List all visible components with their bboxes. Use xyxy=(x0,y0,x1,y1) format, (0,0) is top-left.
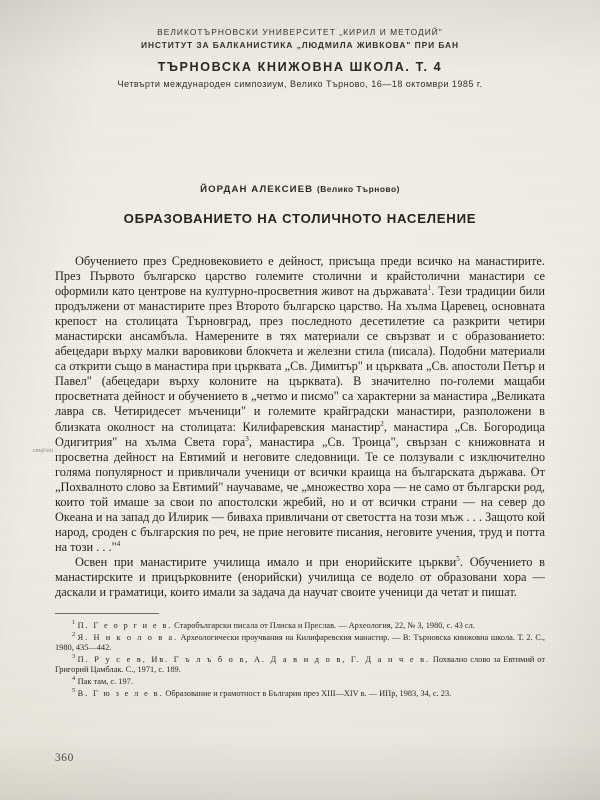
paragraph-2-text-a: Освен при манастирите училища имало и при енорийските църкви xyxy=(75,554,457,569)
masthead-university: ВЕЛИКОТЪРНОВСКИ УНИВЕРСИТЕТ „КИРИЛ И МЕТОДИЙ" xyxy=(157,27,443,37)
paragraph-1-text-b: . Тези традиции били продължени от манастирите през Второто българско царство. На хълма Царевец, основната крепост на столицата Търновград, през последното десетилетие са разкрити четири манастирски ансамбъла. Намерените в тях материали се свързват и с образованието: абецедари върху малки варовикови блокчета и железни стила (писала). Подобни материали са открити също в манастира при църквата „Св. Димитър" и църквата „Св. апостоли Петър и Павел" (абецедари върху колоните на църквата). В значително по-големи мащаби просветната дейност и обучението в „четмо и писмо" са характерни за манастира „Великата лавра св. Четиридесет мъченици" и големите крайградски манастири, разположени в близката околност на столицата: Килифаревския манастир xyxy=(55,284,545,434)
footnote-item xyxy=(55,689,545,700)
series-title: ТЪРНОВСКА КНИЖОВНА ШКОЛА. Т. 4 xyxy=(157,60,443,74)
symposium-line: Четвърти международен симпозиум, Велико Търново, 16—18 октомври 1985 г. xyxy=(117,79,483,89)
author-name: ЙОРДАН АЛЕКСИЕВ xyxy=(200,184,314,195)
masthead-institute: ИНСТИТУТ ЗА БАЛКАНИСТИКА „ЛЮДМИЛА ЖИВКОВА" ПРИ БАН xyxy=(140,39,460,50)
masthead xyxy=(55,0,545,89)
footnote-author: Пак там, с. 197. xyxy=(77,677,133,687)
page-number: 360 xyxy=(55,752,74,764)
footnote-number: 2 xyxy=(72,630,76,638)
margin-note: свързан xyxy=(32,446,54,454)
footnote-ref-2[interactable]: 2 xyxy=(380,419,384,428)
footnote-ref-4[interactable]: 4 xyxy=(116,539,121,548)
article-body xyxy=(55,254,545,600)
author-city: (Велико Търново) xyxy=(316,184,400,194)
footnote-separator xyxy=(55,613,159,614)
footnote-text: Образование и грамотност в България през XIII—XIV в. — ИПр, 1983, 34, с. 23. xyxy=(163,688,452,698)
footnote-author: Я. Н и к о л о в а. xyxy=(77,632,178,642)
article-title: ОБРАЗОВАНИЕТО НА СТОЛИЧНОТО НАСЕЛЕНИЕ xyxy=(123,211,477,226)
footnote-number: 4 xyxy=(72,675,76,683)
paragraph-1-text-d: , манастира „Св. Троица", свързан с книжовната и просветна дейност на Евтимий и неговите следовници. Те се ползували с изключително голяма популярност и привличали ученици от всички краища на българската държава. От „Похвалното слово за Евтимий" научаваме, че „множество хора — не само от български род, които той имаше за свои по апостолски жребий, но и от всички страни — на север до Океана и на запад до Илирик — биваха привличани от светостта на този мъж . . . Защото кой народ, сроден с българския по реч, не прие неговите писания, неговите учения, труд и потта на този . . ." xyxy=(55,434,545,554)
paragraph-2-text-b: . Обучението в манастирските и прицърковните (енорийски) училища се водело от образовани хора — даскали и граматици, които имали за задача да научат своите ученици да четат и пишат. xyxy=(55,554,546,600)
footnote-number: 3 xyxy=(72,653,76,661)
article-author xyxy=(55,184,545,195)
footnote-item xyxy=(55,630,545,654)
footnote-author: П. Р у с е в, Ив. Г ъ л ъ б о в, А. Д а в и д о в, Г. Д а н ч е в. xyxy=(77,654,430,664)
footnote-text: Похвално слово за Евтимий от Григорий Цамблак. С., 1971, с. 189. xyxy=(55,654,545,675)
footnote-item xyxy=(55,621,545,632)
footnote-text: Старобългарски писала от Плиска и Преслав. — Археология, 22, № 3, 1980, с. 43 сл. xyxy=(172,621,475,631)
article-header xyxy=(55,89,545,226)
footnote-number: 1 xyxy=(72,619,76,627)
footnote-item xyxy=(55,655,545,676)
footnote-text: Археологически проучвания на Килифаревския манастир. — В: Търновска книжовна школа. Т. 2. С., 1980, 435—442. xyxy=(55,632,545,653)
footnote-ref-1[interactable]: 1 xyxy=(427,283,432,292)
footnote-ref-5[interactable]: 5 xyxy=(456,554,460,563)
footnote-number: 5 xyxy=(72,687,76,695)
paragraph-1 xyxy=(55,254,545,555)
footnote-list xyxy=(55,621,545,699)
footnote-item xyxy=(55,677,545,688)
paragraph-1-text-a: Обучението през Средновековието е дейност, присъща преди всичко на манастирите. През Първото българско царство големите столични и крайстолични манастири се оформили като центрове на културно-просветния живот на държавата xyxy=(55,254,545,299)
footnote-author: П. Г е о р г и е в. xyxy=(77,621,173,631)
paragraph-1-text-c: , манастира „Св. Богородица Одигитрия" на хълма Света гора xyxy=(55,419,545,449)
footnote-ref-3[interactable]: 3 xyxy=(245,434,249,443)
paragraph-2 xyxy=(55,555,545,600)
footnote-author: В. Г ю з е л е в. xyxy=(77,688,164,698)
